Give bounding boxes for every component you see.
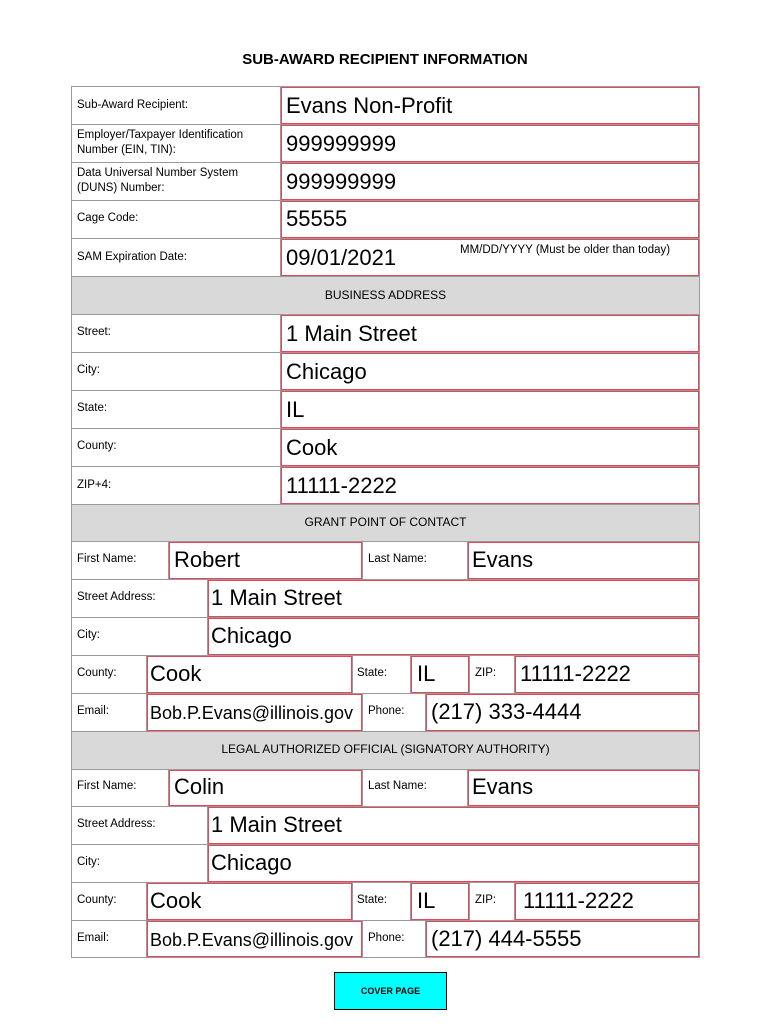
business-zip-label: ZIP+4: (77, 479, 112, 491)
grant-email-value: Bob.P.Evans@illinois.gov (150, 703, 354, 723)
business-county-field[interactable] (281, 429, 699, 466)
grant-phone-label: Phone: (368, 705, 405, 717)
legal-phone-value: (217) 444-5555 (431, 926, 582, 951)
business-street-value: 1 Main Street (286, 321, 417, 346)
legal-last-name-label: Last Name: (368, 780, 427, 792)
legal-city-label: City: (77, 856, 100, 868)
legal-phone-label: Phone: (368, 932, 405, 944)
cage-label: Cage Code: (77, 212, 139, 224)
legal-zip-label: ZIP: (475, 894, 497, 906)
business-county-value: Cook (286, 435, 338, 460)
legal-last-name-value: Evans (472, 774, 534, 799)
grant-street-label: Street Address: (77, 591, 156, 603)
legal-city-value: Chicago (211, 850, 292, 875)
business-zip-value: 11111-2222 (286, 473, 397, 498)
legal-street-value: 1 Main Street (211, 812, 342, 837)
grant-city-label: City: (77, 629, 100, 641)
legal-state-label: State: (357, 894, 388, 906)
cage-value: 55555 (286, 206, 348, 231)
grant-zip-value: 11111-2222 (520, 661, 631, 686)
sam-date-hint: MM/DD/YYYY (Must be older than today) (460, 244, 671, 256)
grant-state-label: State: (357, 667, 388, 679)
grant-email-label: Email: (77, 705, 109, 717)
business-city-label: City: (77, 364, 100, 376)
recipient-value: Evans Non-Profit (286, 93, 453, 118)
grant-zip-label: ZIP: (475, 667, 497, 679)
grant-county-value: Cook (150, 661, 202, 686)
grant-street-value: 1 Main Street (211, 585, 342, 610)
business-county-label: County: (77, 440, 117, 452)
grant-phone-value: (217) 333-4444 (431, 699, 582, 724)
grant-contact-header: GRANT POINT OF CONTACT (304, 515, 467, 529)
duns-value: 999999999 (286, 169, 397, 194)
business-city-value: Chicago (286, 359, 367, 384)
duns-label-line1: Data Universal Number System (77, 167, 239, 179)
sam-value: 09/01/2021 (286, 245, 397, 270)
business-state-value: IL (286, 397, 305, 422)
legal-email-value: Bob.P.Evans@illinois.gov (150, 930, 354, 950)
grant-first-name-value: Robert (174, 547, 241, 572)
business-state-label: State: (77, 402, 108, 414)
grant-last-name-value: Evans (472, 547, 534, 572)
business-address-header: BUSINESS ADDRESS (324, 288, 447, 302)
legal-first-name-label: First Name: (77, 780, 137, 792)
business-street-label: Street: (77, 326, 111, 338)
legal-county-label: County: (77, 894, 117, 906)
ein-value: 999999999 (286, 131, 397, 156)
legal-first-name-value: Colin (174, 774, 225, 799)
grant-state-value: IL (417, 661, 436, 686)
legal-county-value: Cook (150, 888, 202, 913)
duns-label-line2: (DUNS) Number: (77, 182, 165, 194)
sam-label: SAM Expiration Date: (77, 251, 187, 263)
grant-last-name-label: Last Name: (368, 553, 427, 565)
cover-page-button[interactable]: COVER PAGE (334, 972, 447, 1010)
ein-label-line2: Number (EIN, TIN): (77, 144, 176, 156)
business-state-field[interactable] (281, 391, 699, 428)
ein-label-line1: Employer/Taxpayer Identification (77, 129, 244, 141)
grant-first-name-label: First Name: (77, 553, 137, 565)
legal-state-value: IL (417, 888, 436, 913)
grant-county-label: County: (77, 667, 117, 679)
legal-street-label: Street Address: (77, 818, 156, 830)
legal-zip-value: 11111-2222 (523, 888, 634, 913)
legal-email-label: Email: (77, 932, 109, 944)
form-title: SUB-AWARD RECIPIENT INFORMATION (242, 51, 528, 68)
recipient-label: Sub-Award Recipient: (77, 99, 189, 111)
form-grid (71, 86, 700, 958)
grant-city-value: Chicago (211, 623, 292, 648)
legal-official-header: LEGAL AUTHORIZED OFFICIAL (SIGNATORY AUTHORITY) (221, 742, 550, 756)
